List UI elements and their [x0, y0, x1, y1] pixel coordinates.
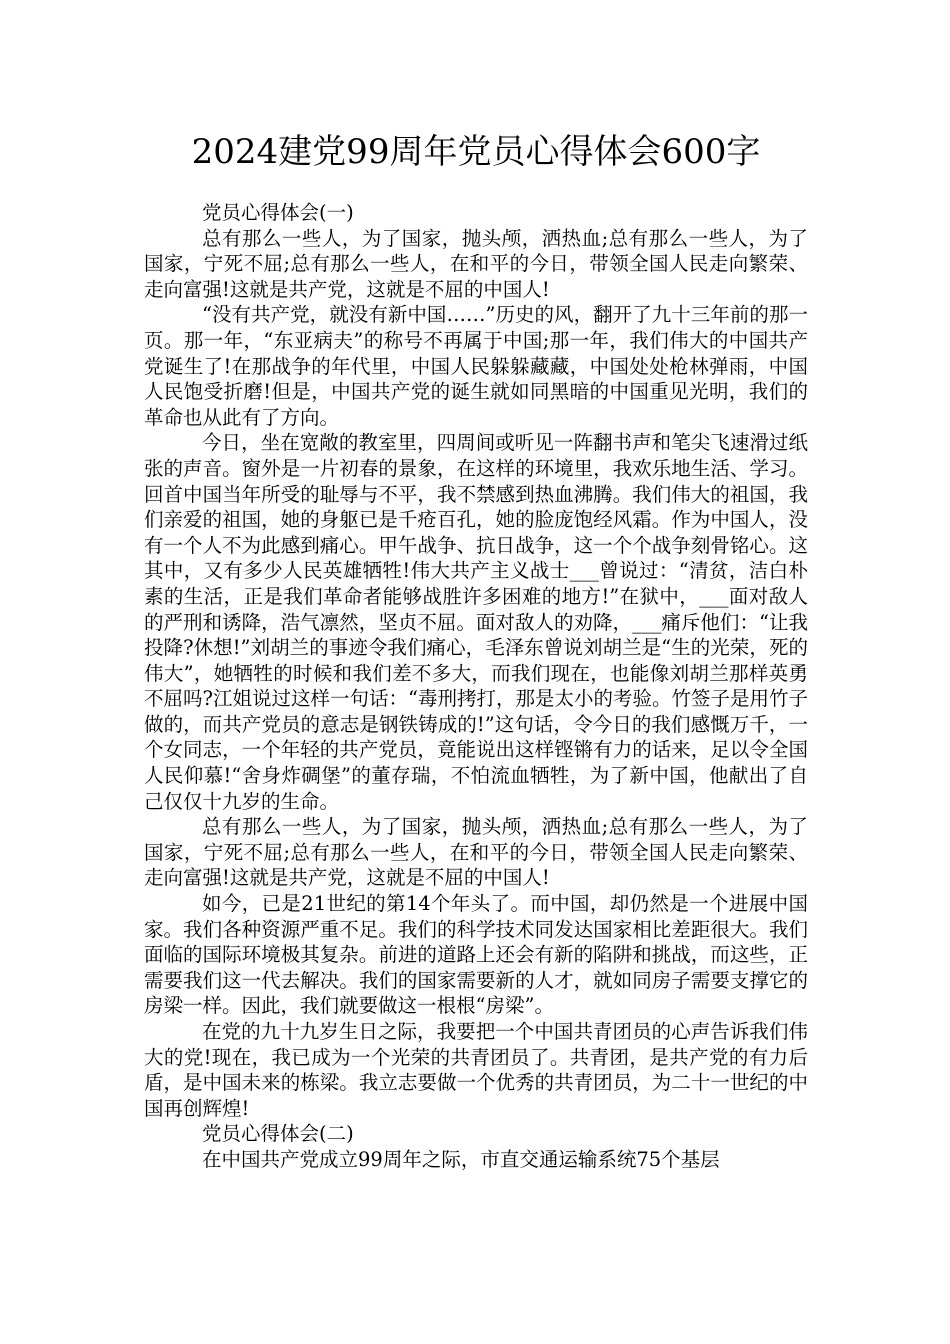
paragraph: 总有那么一些人，为了国家，抛头颅，洒热血;总有那么一些人，为了国家，宁死不屈;总有那么一些人，在和平的今日，带领全国人民走向繁荣、走向富强!这就是共产党，这就是不屈的中国人! [144, 815, 808, 890]
paragraph: “没有共产党，就没有新中国……”历史的风，翻开了九十三年前的那一页。那一年，“东亚病夫”的称号不再属于中国;那一年，我们伟大的中国共产党诞生了!在那战争的年代里，中国人民躲躲藏藏，中国处处枪林弹雨，中国人民饱受折磨!但是，中国共产党的诞生就如同黑暗的中国重见光明，我们的革命也从此有了方向。 [144, 303, 808, 429]
section-1 [144, 200, 808, 1121]
section-heading: 党员心得体会(一) [202, 201, 354, 224]
paragraph: 如今，已是21世纪的第14个年头了。而中国，却仍然是一个进展中国家。我们各种资源严重不足。我们的科学技术同发达国家相比差距很大。我们面临的国际环境极其复杂。前进的道路上还会有新的陷阱和挑战，而这些，正需要我们这一代去解决。我们的国家需要新的人才，就如同房子需要支撑它的房梁一样。因此，我们就要做这一根根“房梁”。 [144, 892, 808, 1018]
section-2 [144, 1121, 808, 1172]
paragraph: 在中国共产党成立99周年之际，市直交通运输系统75个基层 [202, 1147, 720, 1171]
paragraph: 今日，坐在宽敞的教室里，四周间或听见一阵翻书声和笔尖飞速滑过纸张的声音。窗外是一片初春的景象，在这样的环境里，我欢乐地生活、学习。回首中国当年所受的耻辱与不平，我不禁感到热血沸腾。我们伟大的祖国，我们亲爱的祖国，她的身躯已是千疮百孔，她的脸庞饱经风霜。作为中国人，没有一个人不为此感到痛心。甲午战争、抗日战争，这一个个战争刻骨铭心。这其中，又有多少人民英雄牺牲!伟大共产主义战士___曾说过：“清贫，洁白朴素的生活，正是我们革命者能够战胜许多困难的地方!”在狱中，___面对敌人的严刑和诱降，浩气凛然，坚贞不屈。面对敌人的劝降，___痛斥他们：“让我投降?休想!”刘胡兰的事迹令我们痛心，毛泽东曾说刘胡兰是“生的光荣，死的伟大”，她牺牲的时候和我们差不多大，而我们现在，也能像刘胡兰那样英勇不屈吗?江姐说过这样一句话：“毒刑拷打，那是太小的考验。竹签子是用竹子做的，而共产党员的意志是钢铁铸成的!”这句话，令今日的我们感慨万千，一个女同志，一个年轻的共产党员，竟能说出这样铿锵有力的话来，足以令全国人民仰慕!“舍身炸碉堡”的董存瑞，不怕流血牺牲，为了新中国，他献出了自己仅仅十九岁的生命。 [144, 431, 808, 813]
paragraph: 在党的九十九岁生日之际，我要把一个中国共青团员的心声告诉我们伟大的党!现在，我已成为一个光荣的共青团员了。共青团，是共产党的有力后盾，是中国未来的栋梁。我立志要做一个优秀的共青团员，为二十一世纪的中国再创辉煌! [144, 1020, 808, 1120]
document-page [144, 130, 808, 1173]
paragraph: 总有那么一些人，为了国家，抛头颅，洒热血;总有那么一些人，为了国家，宁死不屈;总有那么一些人，在和平的今日，带领全国人民走向繁荣、走向富强!这就是共产党，这就是不屈的中国人! [144, 226, 808, 301]
document-title: 2024建党99周年党员心得体会600字 [191, 132, 761, 172]
section-heading: 党员心得体会(二) [202, 1122, 354, 1146]
